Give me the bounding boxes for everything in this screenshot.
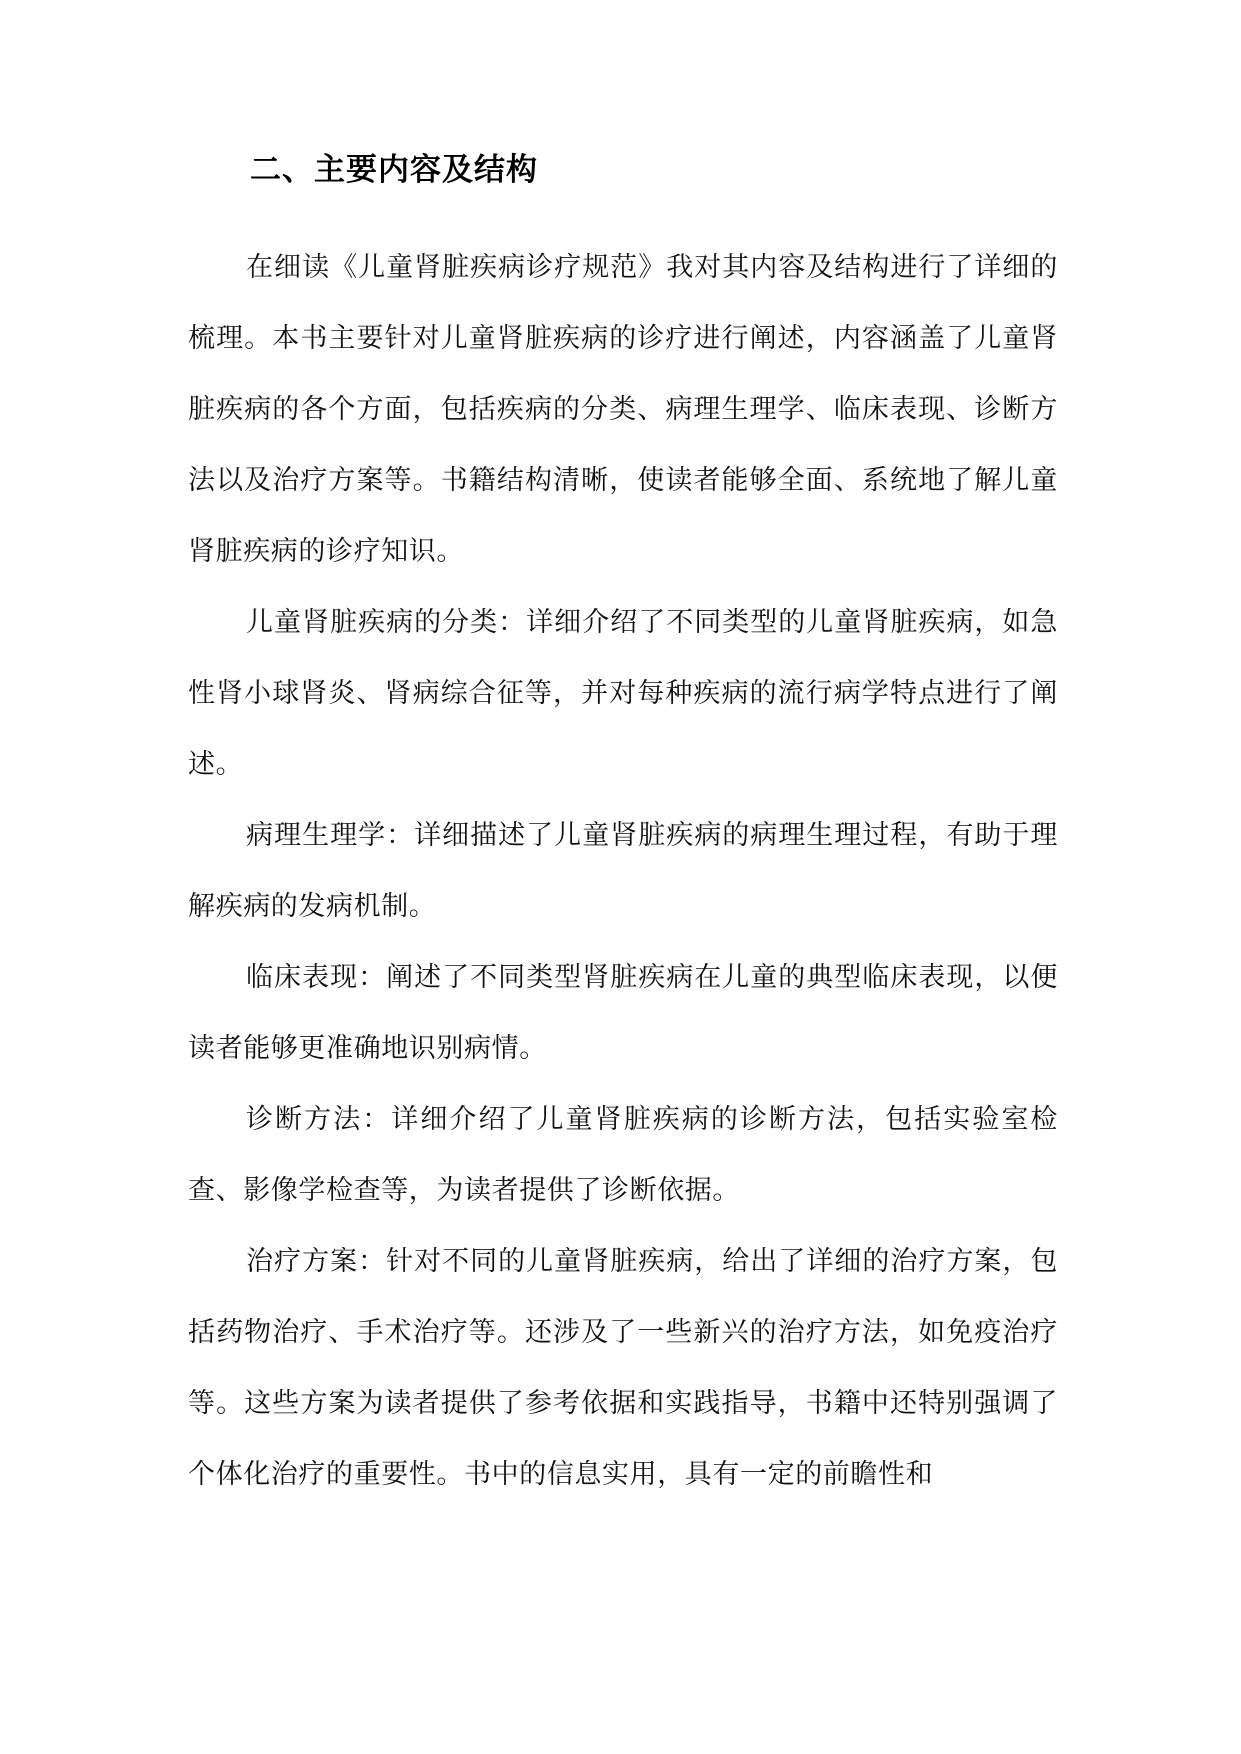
paragraph-classification: 儿童肾脏疾病的分类：详细介绍了不同类型的儿童肾脏疾病，如急性肾小球肾炎、肾病综合征等，并对每种疾病的流行病学特点进行了阐述。 (188, 607, 1058, 780)
paragraph-clinical-manifestations: 临床表现：阐述了不同类型肾脏疾病在儿童的典型临床表现，以便读者能够更准确地识别病情。 (188, 962, 1058, 1064)
paragraph-pathophysiology: 病理生理学：详细描述了儿童肾脏疾病的病理生理过程，有助于理解疾病的发病机制。 (188, 820, 1058, 922)
body-text (188, 232, 1058, 1510)
paragraph-treatment-plans: 治疗方案：针对不同的儿童肾脏疾病，给出了详细的治疗方案，包括药物治疗、手术治疗等。还涉及了一些新兴的治疗方法，如免疫治疗等。这些方案为读者提供了参考依据和实践指导，书籍中还特别强调了个体化治疗的重要性。书中的信息实用，具有一定的前瞻性和 (188, 1246, 1058, 1490)
paragraph-diagnostic-methods: 诊断方法：详细介绍了儿童肾脏疾病的诊断方法，包括实验室检查、影像学检查等，为读者提供了诊断依据。 (188, 1104, 1058, 1206)
section-heading: 二、主要内容及结构 (250, 152, 538, 188)
paragraph-overview: 在细读《儿童肾脏疾病诊疗规范》我对其内容及结构进行了详细的梳理。本书主要针对儿童肾脏疾病的诊疗进行阐述，内容涵盖了儿童肾脏疾病的各个方面，包括疾病的分类、病理生理学、临床表现、诊断方法以及治疗方案等。书籍结构清晰，使读者能够全面、系统地了解儿童肾脏疾病的诊疗知识。 (188, 252, 1058, 567)
